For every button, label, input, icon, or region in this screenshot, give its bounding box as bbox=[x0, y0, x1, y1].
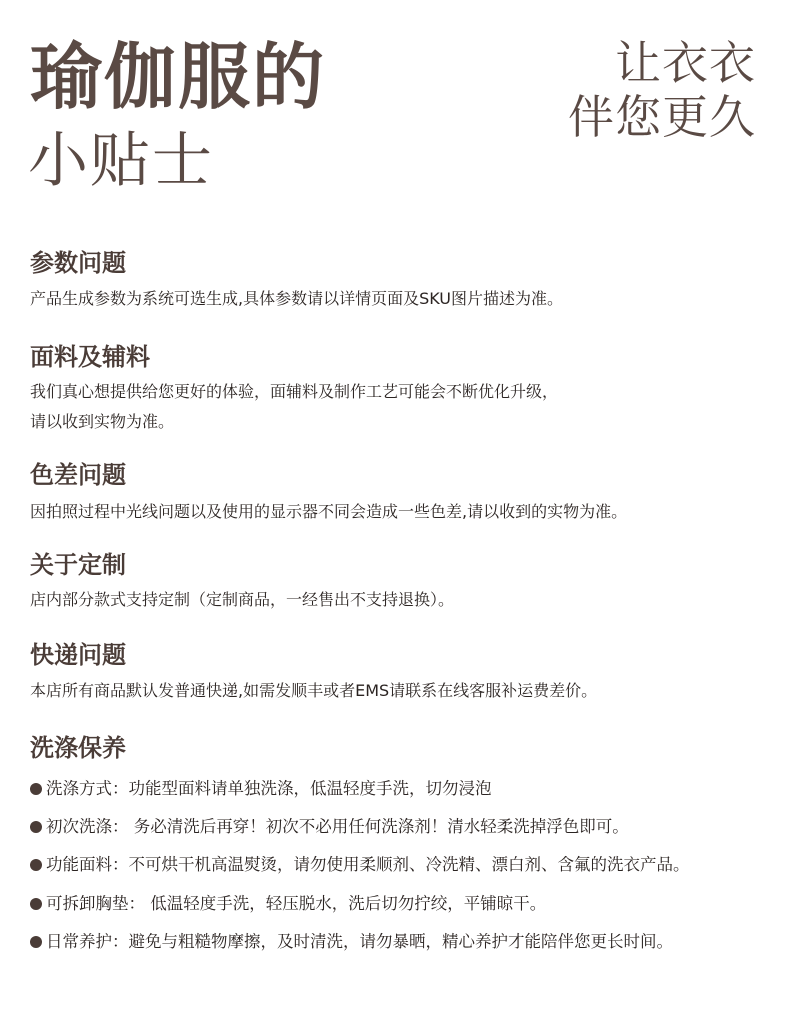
section-text-color: 因拍照过程中光线问题以及使用的显示器不同会造成一些色差,请以收到的实物为准。 bbox=[30, 502, 628, 521]
bullet-icon bbox=[30, 936, 42, 948]
care-item-text: 初次洗涤： 务必清洗后再穿！初次不必用任何洗涤剂！清水轻柔洗掉浮色即可。 bbox=[46, 817, 629, 836]
slogan bbox=[568, 36, 756, 144]
section-title-shipping: 快递问题 bbox=[30, 641, 126, 669]
bullet-icon bbox=[30, 821, 42, 833]
slogan-line-2: 伴您更久 bbox=[568, 90, 756, 144]
section-text-fabric-2: 请以收到实物为准。 bbox=[30, 412, 175, 431]
section-text-fabric-1: 我们真心想提供给您更好的体验，面辅料及制作工艺可能会不断优化升级， bbox=[30, 382, 559, 401]
bullet-icon bbox=[30, 898, 42, 910]
header bbox=[0, 0, 790, 220]
care-item-text: 可拆卸胸垫： 低温轻度手洗，轻压脱水，洗后切勿拧绞，平铺晾干。 bbox=[46, 894, 547, 913]
section-text-shipping: 本店所有商品默认发普通快递,如需发顺丰或者EMS请联系在线客服补运费差价。 bbox=[30, 681, 598, 700]
care-item-daily bbox=[30, 929, 673, 955]
page-subtitle: 小贴士 bbox=[28, 126, 214, 196]
section-title-custom: 关于定制 bbox=[30, 551, 126, 579]
page-title: 瑜伽服的 bbox=[30, 35, 327, 119]
slogan-line-1: 让衣衣 bbox=[615, 36, 756, 90]
care-item-first-wash bbox=[30, 814, 629, 840]
care-item-pad bbox=[30, 891, 546, 917]
care-item-text: 日常养护：避免与粗糙物摩擦，及时清洗，请勿暴晒，精心养护才能陪伴您更长时间。 bbox=[46, 932, 673, 951]
bullet-icon bbox=[30, 859, 42, 871]
care-item-wash-method bbox=[30, 776, 492, 802]
section-title-params: 参数问题 bbox=[30, 249, 126, 277]
bullet-icon bbox=[30, 783, 42, 795]
section-text-custom: 店内部分款式支持定制（定制商品，一经售出不支持退换）。 bbox=[30, 590, 455, 609]
section-text-params: 产品生成参数为系统可选生成,具体参数请以详情页面及SKU图片描述为准。 bbox=[30, 289, 564, 308]
section-title-color: 色差问题 bbox=[30, 461, 126, 489]
section-title-fabric: 面料及辅料 bbox=[30, 343, 150, 371]
care-item-text: 洗涤方式：功能型面料请单独洗涤，低温轻度手洗，切勿浸泡 bbox=[46, 779, 492, 798]
care-item-fabric bbox=[30, 852, 690, 878]
section-title-care: 洗涤保养 bbox=[30, 734, 126, 762]
care-item-text: 功能面料：不可烘干机高温熨烫，请勿使用柔顺剂、冷洗精、漂白剂、含氟的洗衣产品。 bbox=[46, 855, 690, 874]
